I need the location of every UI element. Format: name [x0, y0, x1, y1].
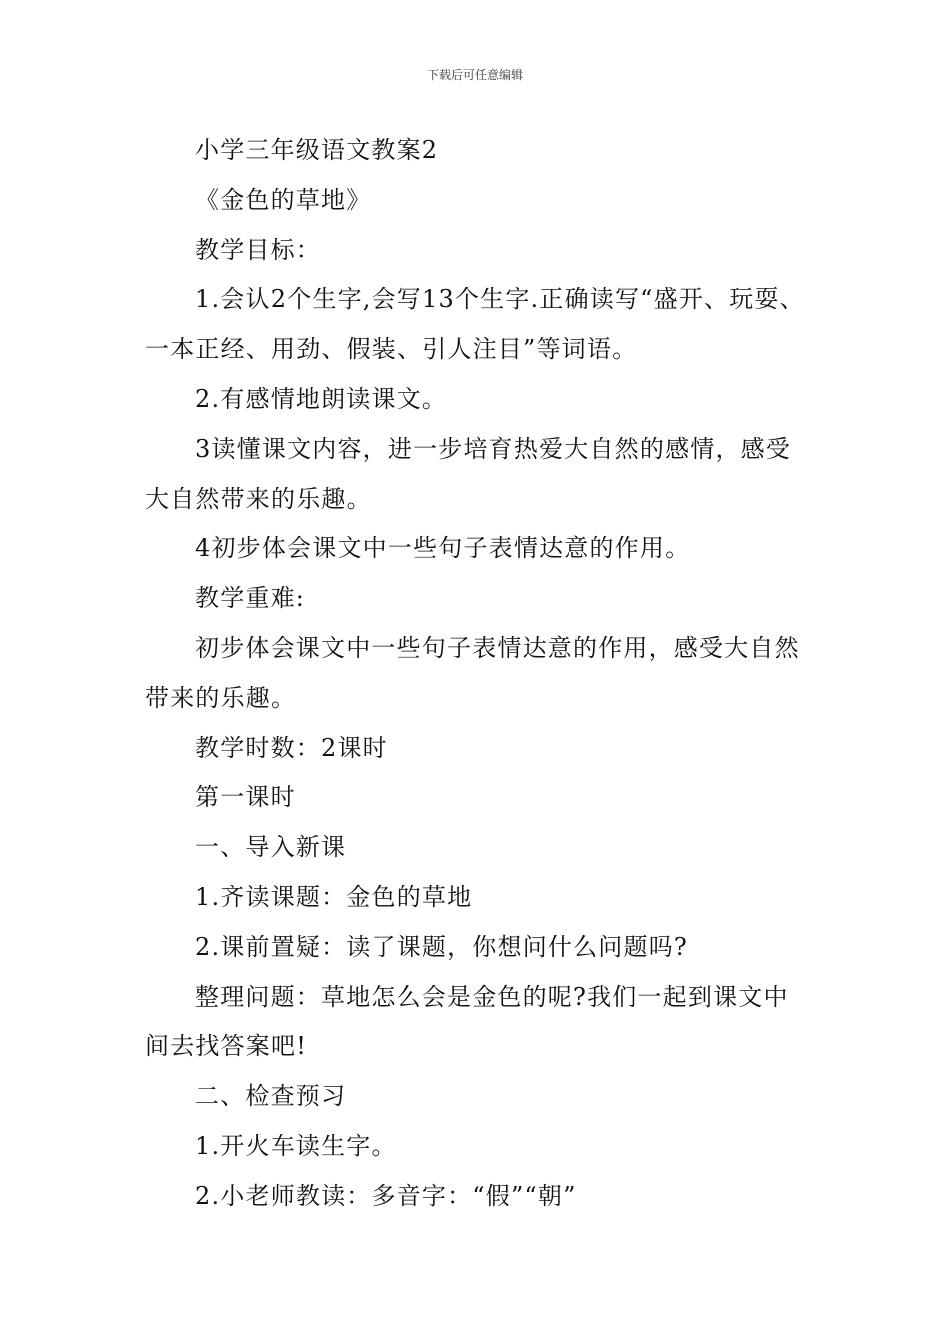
step-item: 2.课前置疑：读了课题，你想问什么问题吗? — [195, 932, 688, 961]
step-item: 2.小老师教读：多音字：“假”“朝” — [195, 1181, 577, 1210]
step-heading: 二、检查预习 — [195, 1082, 347, 1111]
header-note: 下载后可任意编辑 — [426, 68, 523, 82]
doc-title: 小学三年级语文教案2 — [195, 136, 439, 164]
key-points-text: 初步体会课文中一些句子表情达意的作用，感受大自然带来的乐趣。 — [145, 633, 800, 712]
step-item: 整理问题：草地怎么会是金色的呢?我们一起到课文中间去找答案吧! — [145, 982, 789, 1061]
goal-item: 3读懂课文内容，进一步培育热爱大自然的感情，感受大自然带来的乐趣。 — [145, 434, 792, 513]
section-heading-key-points: 教学重难: — [195, 584, 306, 613]
lesson-title: 《金色的草地》 — [195, 185, 372, 214]
goal-item: 2.有感情地朗读课文。 — [195, 384, 448, 413]
goal-item: 1.会认2个生字,会写13个生字.正确读写“盛开、玩耍、一本正经、用劲、假装、引人注目”等词语。 — [145, 285, 805, 364]
goal-item: 4初步体会课文中一些句子表情达意的作用。 — [195, 534, 691, 563]
lesson-period-heading: 第一课时 — [195, 783, 296, 812]
step-item: 1.齐读课题：金色的草地 — [195, 882, 473, 911]
step-item: 1.开火车读生字。 — [195, 1131, 397, 1160]
section-heading-goals: 教学目标： — [195, 235, 321, 264]
step-heading: 一、导入新课 — [195, 833, 347, 862]
teaching-hours: 教学时数：2课时 — [195, 733, 388, 762]
document-body — [145, 126, 809, 1222]
